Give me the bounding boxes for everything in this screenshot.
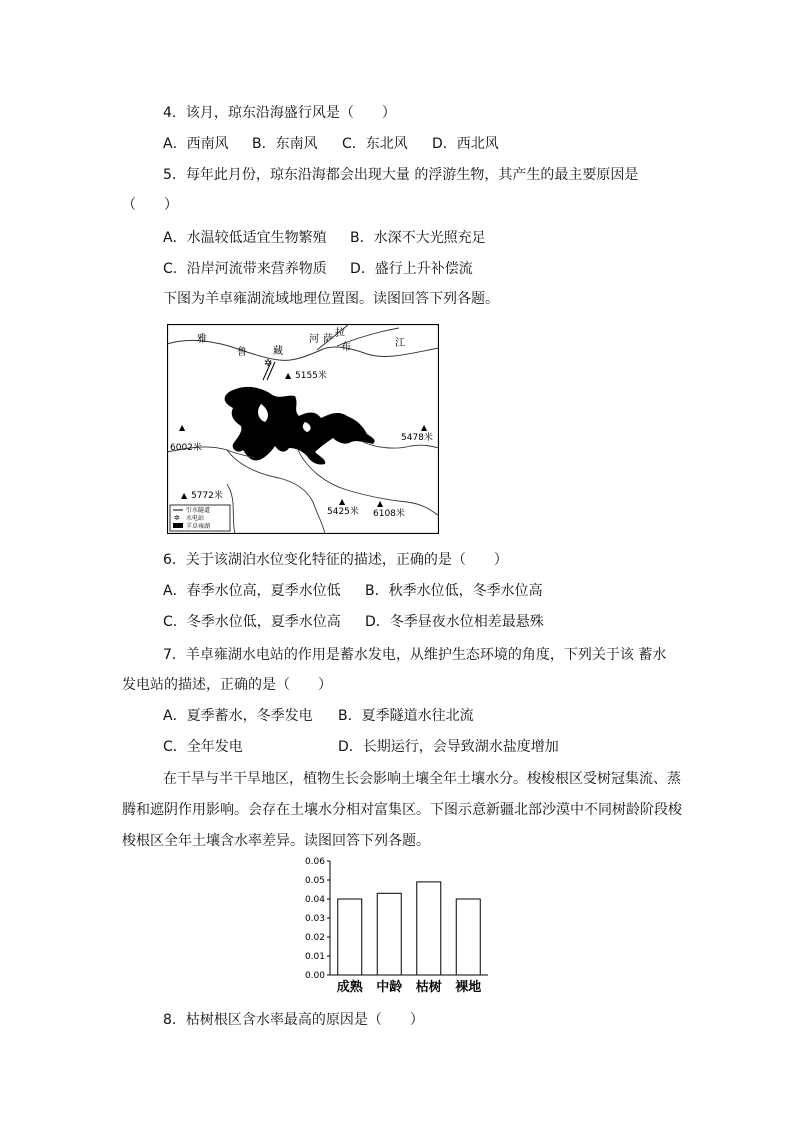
q7-option-d: D．长期运行，会导致湖水盐度增加 [338, 739, 559, 755]
q5-option-b: B．水深不大光照充足 [350, 230, 486, 246]
q7-option-a: A．夏季蓄水，冬季发电 [163, 708, 313, 724]
peak-icon: ▲ [339, 497, 346, 506]
chart-intro-line2: 腾和遮阴作用影响。会存在土壤水分相对富集区。下图示意新疆北部沙漠中不同树龄阶段梭 [122, 802, 682, 818]
q5-option-a: A．水温较低适宜生物繁殖 [163, 230, 327, 246]
y-tick-label: 0.01 [304, 952, 325, 962]
q6-option-a: A．春季水位高，夏季水位低 [163, 583, 341, 599]
peak-icon: ▲ [181, 491, 188, 500]
chart-bars [338, 882, 481, 975]
bar-3 [417, 882, 441, 975]
lake-legend-icon [173, 523, 183, 528]
y-tick-label: 0.02 [304, 933, 325, 943]
yamdrok-lake-map [167, 324, 439, 534]
map-label-he: 河 [309, 334, 319, 345]
bar-1 [338, 899, 362, 975]
q6-stem: 6．关于该湖泊水位变化特征的描述，正确的是（ ） [163, 552, 508, 568]
y-tick-label: 0.04 [304, 895, 325, 905]
map-label-jiang: 江 [395, 338, 405, 349]
map-label-sa: 萨 [323, 334, 333, 345]
elevation-5155: 5155米 [295, 371, 327, 381]
elevation-5772: 5772米 [191, 491, 223, 501]
elevation-6002: 6002米 [170, 443, 202, 453]
q7-option-b: B．夏季隧道水往北流 [338, 708, 474, 724]
map-intro: 下图为羊卓雍湖流域地理位置图。读图回答下列各题。 [163, 291, 499, 307]
q5-stem-line2: （ ） [122, 197, 178, 213]
y-tick-label: 0.03 [304, 914, 325, 924]
chart-intro-line1: 在干旱与半干旱地区，植物生长会影响土壤全年土壤水分。梭梭根区受树冠集流、蒸 [163, 771, 681, 787]
hydropower-station-icon: ✲ [264, 358, 273, 369]
map-label-la: 拉 [335, 328, 345, 339]
q5-option-d: D．盛行上升补偿流 [350, 261, 473, 277]
peak-icon: ▲ [179, 423, 186, 432]
map-label-lu: 鲁 [237, 347, 247, 358]
elevation-6108: 6108米 [373, 509, 405, 519]
peak-icon: ▲ [377, 499, 384, 508]
x-tick-label: 中龄 [376, 980, 403, 995]
q8-stem: 8．枯树根区含水率最高的原因是（ ） [163, 1012, 424, 1028]
map-label-ya: 雅 [197, 334, 207, 345]
map-label-bu: 布 [341, 342, 351, 353]
legend-tunnel: 引水隧道 [186, 507, 211, 514]
q5-stem-line1: 5．每年此月份，琼东沿海都会出现大量 的浮游生物，其产生的最主要原因是 [163, 167, 639, 183]
q4-stem: 4．该月，琼东沿海盛行风是（ ） [163, 105, 396, 121]
bar-4 [456, 899, 480, 975]
x-tick-label: 成熟 [336, 980, 363, 995]
q6-option-b: B．秋季水位低，冬季水位高 [365, 583, 543, 599]
q6-option-c: C．冬季水位低，夏季水位高 [163, 614, 341, 630]
y-tick-label: 0.00 [304, 971, 325, 981]
station-legend-icon: ✲ [174, 514, 180, 522]
q5-option-c: C．沿岸河流带来营养物质 [163, 261, 327, 277]
q4-option-a: A．西南风 [163, 136, 229, 152]
elevation-5425: 5425米 [327, 507, 359, 517]
peak-icon: ▲ [285, 371, 292, 380]
x-tick-label: 枯树 [415, 980, 442, 995]
q7-stem-line2: 发电站的描述，正确的是（ ） [122, 677, 332, 693]
q4-option-d: D．西北风 [432, 136, 499, 152]
q7-option-c: C．全年发电 [163, 739, 243, 755]
bar-2 [377, 893, 401, 975]
map-label-zang: 藏 [273, 346, 283, 357]
q6-option-d: D．冬季昼夜水位相差最悬殊 [365, 614, 544, 630]
legend-lake: 羊卓雍湖 [186, 523, 211, 530]
chart-intro-line3: 梭根区全年土壤含水率差异。读图回答下列各题。 [122, 833, 430, 849]
q4-option-b: B．东南风 [252, 136, 318, 152]
y-tick-label: 0.05 [304, 876, 325, 886]
elevation-5478: 5478米 [401, 433, 433, 443]
legend-station: 水电站 [186, 515, 205, 522]
peak-icon: ▲ [421, 423, 428, 432]
soil-moisture-chart [290, 855, 500, 1000]
q7-stem-line1: 7．羊卓雍湖水电站的作用是蓄水发电，从维护生态环境的角度，下列关于该 蓄水 [163, 647, 667, 663]
q4-option-c: C．东北风 [342, 136, 408, 152]
x-tick-label: 裸地 [455, 980, 482, 995]
y-tick-label: 0.06 [304, 857, 325, 867]
